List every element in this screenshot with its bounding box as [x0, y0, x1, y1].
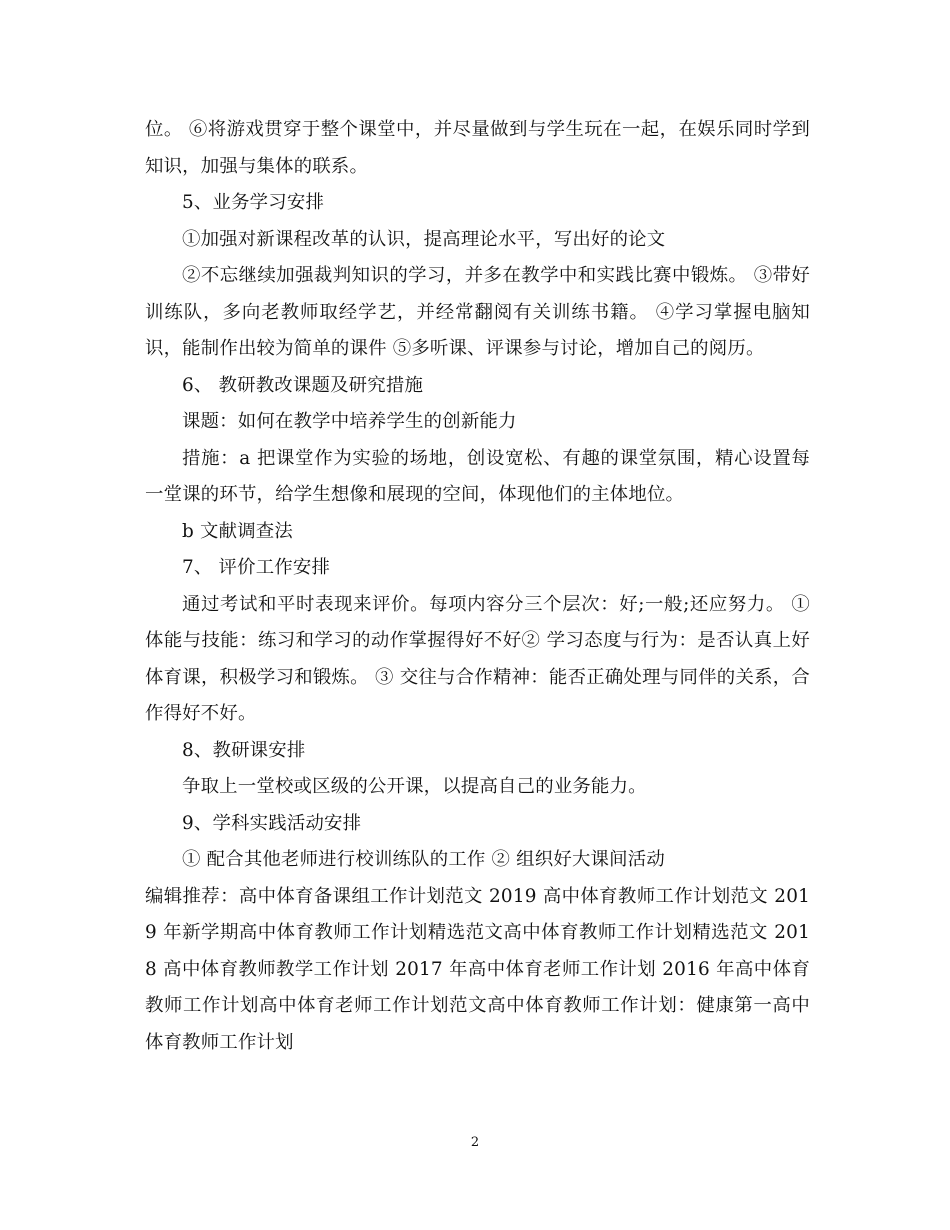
paragraph-editor-recommendations: 编辑推荐：高中体育备课组工作计划范文 2019 高中体育教师工作计划范文 2019 年新学期高中体育教师工作计划精选范文高中体育教师工作计划精选范文 2018 高中体育教师教学工作计划 2017 年高中体育老师工作计划 2016 年高中体育教师工作计划高中体育老师工作计划范文高中体育教师工作计划：健康第一高中体育教师工作计划	[145, 885, 810, 1053]
paragraph-continuation: 位。 ⑥将游戏贯穿于整个课堂中，并尽量做到与学生玩在一起，在娱乐同时学到知识，加强与集体的联系。	[145, 119, 810, 177]
document-body	[145, 112, 810, 1061]
paragraph-evaluation: 通过考试和平时表现来评价。每项内容分三个层次：好;一般;还应努力。 ①体能与技能：练习和学习的动作掌握得好不好② 学习态度与行为：是否认真上好体育课，积极学习和锻炼。 ③ 交往与合作精神：能否正确处理与同伴的关系，合作得好不好。	[145, 593, 810, 724]
paragraph-business-study-1: ①加强对新课程改革的认识，提高理论水平，写出好的论文	[182, 228, 666, 250]
heading-business-study: 5、业务学习安排	[182, 192, 325, 213]
paragraph-measures: 措施：a 把课堂作为实验的场地，创设宽松、有趣的课堂氛围，精心设置每一堂课的环节，给学生想像和展现的空间，体现他们的主体地位。	[145, 447, 810, 505]
heading-research-class: 8、教研课安排	[182, 739, 306, 761]
heading-research-topic: 6、 教研教改课题及研究措施	[182, 374, 424, 396]
paragraph-topic: 课题：如何在教学中培养学生的创新能力	[182, 411, 517, 432]
paragraph-practice-activities: ① 配合其他老师进行校训练队的工作 ② 组织好大课间活动	[182, 849, 665, 870]
paragraph-literature-method: b 文献调查法	[182, 520, 293, 542]
paragraph-research-class: 争取上一堂校或区级的公开课，以提高自己的业务能力。	[182, 776, 647, 797]
heading-evaluation: 7、 评价工作安排	[182, 557, 331, 578]
heading-practice-activities: 9、学科实践活动安排	[182, 812, 362, 834]
page-number: 2	[470, 1135, 480, 1150]
paragraph-business-study-2: ②不忘继续加强裁判知识的学习，并多在教学中和实践比赛中锻炼。 ③带好训练队，多向老教师取经学艺，并经常翻阅有关训练书籍。 ④学习掌握电脑知识，能制作出较为简单的课件 ⑤多听课、评课参与讨论，增加自己的阅历。	[145, 265, 810, 359]
